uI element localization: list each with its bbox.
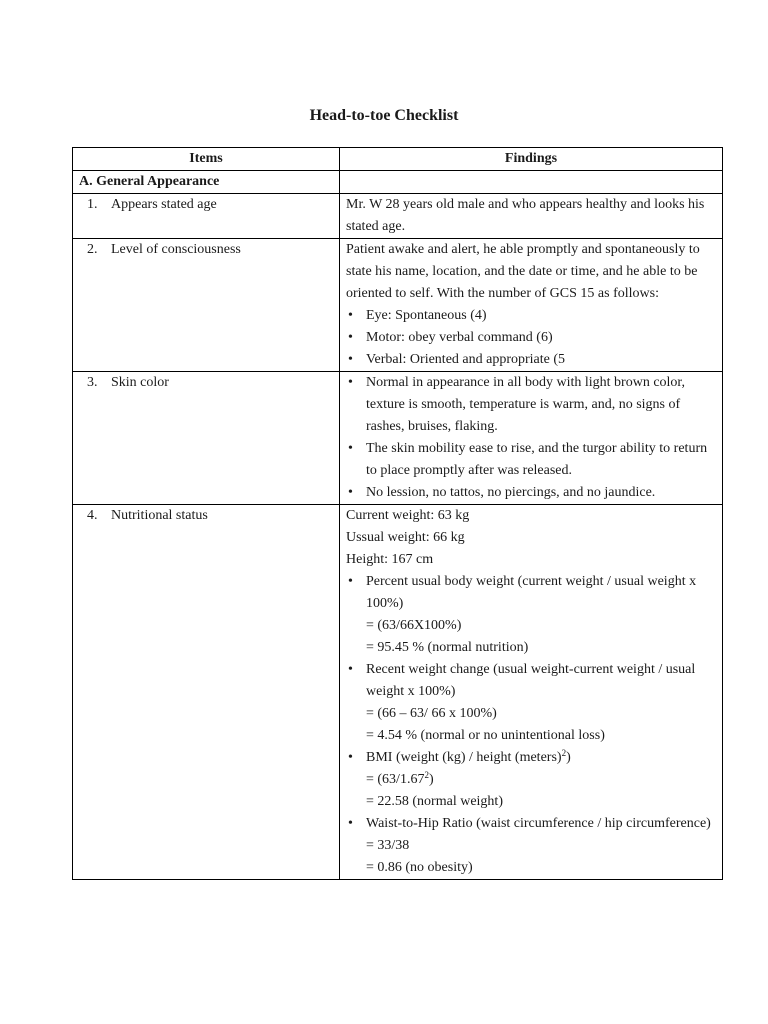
calc-pre: = (63/1.67 [366, 772, 425, 787]
calc-line: = (66 – 63/ 66 x 100%) [366, 706, 497, 721]
item-label: Level of consciousness [111, 242, 241, 257]
list-item: • Verbal: Oriented and appropriate (5 [346, 349, 716, 371]
bullet-text: Recent weight change (usual weight-current weight / usual weight x 100%) [366, 662, 696, 699]
list-item [346, 659, 716, 747]
calc-post: ) [428, 772, 434, 787]
finding-text: Patient awake and alert, he able promptly and spontaneously to state his name, location, and the date or time, and he able to be oriented to self. With the number of GCS 15 as follows: [346, 242, 700, 301]
list-item: • Normal in appearance in all body with light brown color, texture is smooth, temperature is warm, and, no signs of rashes, bruises, flaking. [346, 372, 716, 438]
calc-result: = 0.86 (no obesity) [366, 860, 473, 875]
bullet-text: Percent usual body weight (current weight / usual weight x 100%) [366, 574, 697, 611]
empty-cell [340, 171, 723, 194]
finding-cell [340, 194, 723, 239]
findings-header: Findings [340, 148, 723, 171]
table-row [73, 194, 723, 239]
bullet-list [346, 305, 716, 371]
item-label: Appears stated age [111, 197, 217, 212]
list-item: • No lession, no tattos, no piercings, and no jaundice. [346, 482, 716, 504]
list-item [346, 747, 716, 813]
list-item: • The skin mobility ease to rise, and the turgor ability to return to place promptly after was released. [346, 438, 716, 482]
table-row [73, 505, 723, 880]
checklist-table [72, 147, 723, 880]
item-cell [73, 505, 340, 880]
bullet-list [346, 571, 716, 879]
table-row [73, 239, 723, 372]
finding-cell [340, 239, 723, 372]
bullet-text [366, 750, 571, 765]
finding-text: Mr. W 28 years old male and who appears healthy and looks his stated age. [346, 197, 705, 234]
calc-line [366, 769, 716, 791]
calc-result: = 95.45 % (normal nutrition) [366, 640, 529, 655]
items-header: Items [73, 148, 340, 171]
superscript: 2 [424, 770, 429, 780]
item-label: Nutritional status [111, 508, 208, 523]
section-row [73, 171, 723, 194]
finding-cell [340, 372, 723, 505]
bullet-list [346, 372, 716, 504]
list-item [346, 571, 716, 659]
item-label: Skin color [111, 375, 169, 390]
usual-weight-line: Ussual weight: 66 kg [346, 530, 465, 545]
item-cell [73, 239, 340, 372]
calc-line: = (63/66X100%) [366, 618, 462, 633]
item-number: 3. [87, 375, 98, 390]
calc-result: = 4.54 % (normal or no unintentional loss) [366, 728, 605, 743]
calc-result: = 22.58 (normal weight) [366, 794, 503, 809]
finding-cell [340, 505, 723, 880]
list-item: • Eye: Spontaneous (4) [346, 305, 716, 327]
bmi-text: BMI (weight (kg) / height (meters) [366, 750, 562, 765]
superscript: 2 [561, 748, 567, 758]
list-item [346, 813, 716, 879]
bullet-text: Waist-to-Hip Ratio (waist circumference / hip circumference) [366, 816, 711, 831]
section-general-appearance: A. General Appearance [73, 171, 340, 194]
header-row [73, 148, 723, 171]
item-number: 1. [87, 197, 98, 212]
item-cell [73, 372, 340, 505]
item-cell [73, 194, 340, 239]
current-weight-line: Current weight: 63 kg [346, 508, 470, 523]
item-number: 2. [87, 242, 98, 257]
table-row [73, 372, 723, 505]
height-line: Height: 167 cm [346, 552, 434, 567]
page-title: Head-to-toe Checklist [309, 107, 459, 124]
calc-line: = 33/38 [366, 838, 410, 853]
bmi-text-end: ) [566, 750, 571, 765]
list-item: • Motor: obey verbal command (6) [346, 327, 716, 349]
item-number: 4. [87, 508, 98, 523]
